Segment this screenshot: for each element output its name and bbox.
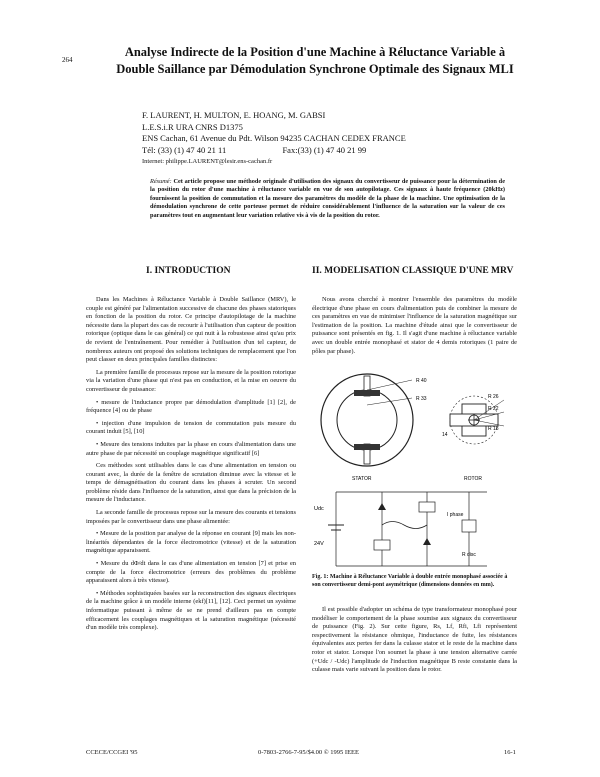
label-dim14: 14 [442,432,448,438]
author-contact [142,145,502,157]
s1-para: • injection d'une impulsion de tension de commutation puis mesure du courant induit [5], [10] [86,419,296,436]
s1-para: Ces méthodes sont utilisables dans le cas d'une alimentation en tension ou courant avec, la durée de la fenêtre de scrutation diminue avec la vitesse et le temps de démagnétisation du courant dans les phases à scruter. Un second problème réside dans l'influence de la saturation, ainsi que dans la précision de la mesure de l'inductance. [86,462,296,504]
label-r18: R 18 [488,426,499,432]
label-24v: 24V [314,541,324,547]
label-stator: STATOR [352,476,372,482]
author-phone: Tél: (33) (1) 47 40 21 11 [142,144,227,155]
footer-copyright: 0-7803-2766-7-95/$4.00 © 1995 IEEE [258,749,359,756]
page-number: 264 [62,56,73,64]
paper-title-line1: Analyse Indirecte de la Position d'une Machine à Réluctance Variable à [124,45,506,59]
stator-drawing [321,374,413,466]
s1-para: • Mesure des tensions induites par la phase en cours d'alimentation dans une autre phase de par nécessité un couplage magnétique significatif [6] [86,440,296,457]
s2-para: Nous avons cherché à montrer l'ensemble des paramètres du modèle électrique d'une phase en cours d'alimentation puis de combiner la mesure de ces paramètres en vue de minimiser l'influence de la saturation magnétique sur l'estimation de la position. La machine d'étude ainsi que le convertisseur de puissance sont présentés en fig. 1. Il s'agit d'une machine à réluctance variable avec un double entrée monophasé et stator de 4 demis rotoriques (1 paire de pôles par phase). [312,296,517,355]
label-r33: R 33 [416,396,427,402]
section2-body-cont [312,606,517,679]
abstract-label: Résumé: [150,178,172,185]
label-rotor: ROTOR [464,476,482,482]
abstract [150,178,505,220]
label-r40: R 40 [416,378,427,384]
author-address: ENS Cachan, 61 Avenue du Pdt. Wilson 94235 CACHAN CEDEX FRANCE [142,133,406,143]
s2-para: Il est possible d'adopter un schéma de type transformateur monophasé pour modéliser le comportement de la phase soumise aux signaux du convertisseur de puissance (Fig. 2). Sur cette figure, Rs, Lf, Rfi, Lfi représentent respectivement la résistance ohmique, l'inductance de fuite, les résistances équivalentes aux pertes fer dans la culasse stator et le reste de la machine dans rotor et stator. Lorsque l'on soumet la phase à une tension alternative carrée (+Udc / -Udc) l'amplitude de l'induction magnétique B reste constante dans la culasse mais varie suivant la position dans le rotor. [312,606,517,674]
abstract-text: Cet article propose une méthode originale d'utilisation des signaux du convertisseur de puissance pour la détermination de la position du rotor d'une machine à réluctance variable en vue de son autopilotage. Ces signaux à haute fréquence (20kHz) fournissent la position de commutation et la mesure des paramètres du modèle de la phase de la machine. Une optimisation de la démodulation synchrone de cette porteuse permet de réduire considérablement l'influence de la saturation sur la valeur de ces paramètres tout en augmentant leur variation relative vis à vis de la position du rotor. [150,178,505,219]
section1-body [86,296,296,637]
section2-body [312,296,517,360]
section1-heading: I. INTRODUCTION [146,266,231,276]
author-email: Internet: philippe.LAURENT@lesir.ens-cachan.fr [142,158,273,165]
paper-title-line2: Double Saillance par Démodulation Synchrone Optimale des Signaux MLI [116,62,514,76]
author-names: F. LAURENT, H. MULTON, E. HOANG, M. GABSI [142,110,326,120]
author-fax: Fax:(33) (1) 47 40 21 99 [282,144,367,155]
rotor-drawing [450,396,504,444]
label-iphase: I phase [447,512,464,518]
s1-para: • Mesure du dΦ/dt dans le cas d'une alimentation en tension [7] et prise en compte de la force électromotrice (erreurs des problèmes du problème apparaissent alors à très vitesse). [86,560,296,585]
s1-para: • Méthodes sophistiquées basées sur la reconstruction des signaux électriques de la machine grâce à un modèle interne (ekf)[11], [12]. Ceci permet un système informatique puissant à même de se ne prend d'ailleurs pas en compte efficacement les couplages magnétiques et la saturation magnétique (nécessité d'un modèle très complexe). [86,589,296,632]
figure-caption: Fig. 1: Machine à Réluctance Variable à double entrée monophasé associée à son convertisseur demi-pont asymétrique (dimensions données en mm). [312,574,508,588]
author-lab: L.E.S.i.R URA CNRS D1375 [142,121,243,132]
figure-1 [312,370,522,574]
author-block [142,110,502,168]
s1-para: Dans les Machines à Réluctance Variable à Double Saillance (MRV), le couple est généré par l'alimentation successive de chacune des phases statoriques en fonction de la position du rotor. Ce principe d'autopilotage de la machine nécessite dans la plupart des cas de recourir à l'utilisation d'un capteur de position rotorique (optique dans le cas général) ce qui nuit à la robustesse ainsi qu'au prix de revient de l'entraînement. Pour remédier à l'utilisation d'un tel capteur, de nombreux auteurs ont proposé des solutions techniques de remplacement que l'on peut classer en deux principales familles distinctes: [86,296,296,364]
footer-page: 16-1 [504,749,516,756]
s1-para: • mesure de l'inductance propre par démodulation d'amplitude [1] [2], de fréquence [4] ou de phase [86,398,296,415]
label-r22: R 22 [488,406,499,412]
label-udc: Udc [314,506,324,512]
footer-conference: CCECE/CCGEI '95 [86,749,138,756]
s1-para: La première famille de processus repose sur la mesure de la position rotorique via la variation d'une phase qui n'est pas en conduction, et la mise en oeuvre du convertisseur de puissance: [86,368,296,393]
label-r26: R 26 [488,394,499,400]
section2-heading: II. MODELISATION CLASSIQUE D'UNE MRV [312,266,514,276]
label-rdisc: R disc [462,552,476,558]
s1-para: • Mesure de la position par analyse de la réponse en courant [9] mais les non-linéarités dépendantes de la force électromotrice (vitesse) et de la saturation magnétique apparaissent. [86,530,296,555]
s1-para: La seconde famille de processus repose sur la mesure des courants et tensions imposées par le convertisseur dans une phase alimentée: [86,509,296,525]
